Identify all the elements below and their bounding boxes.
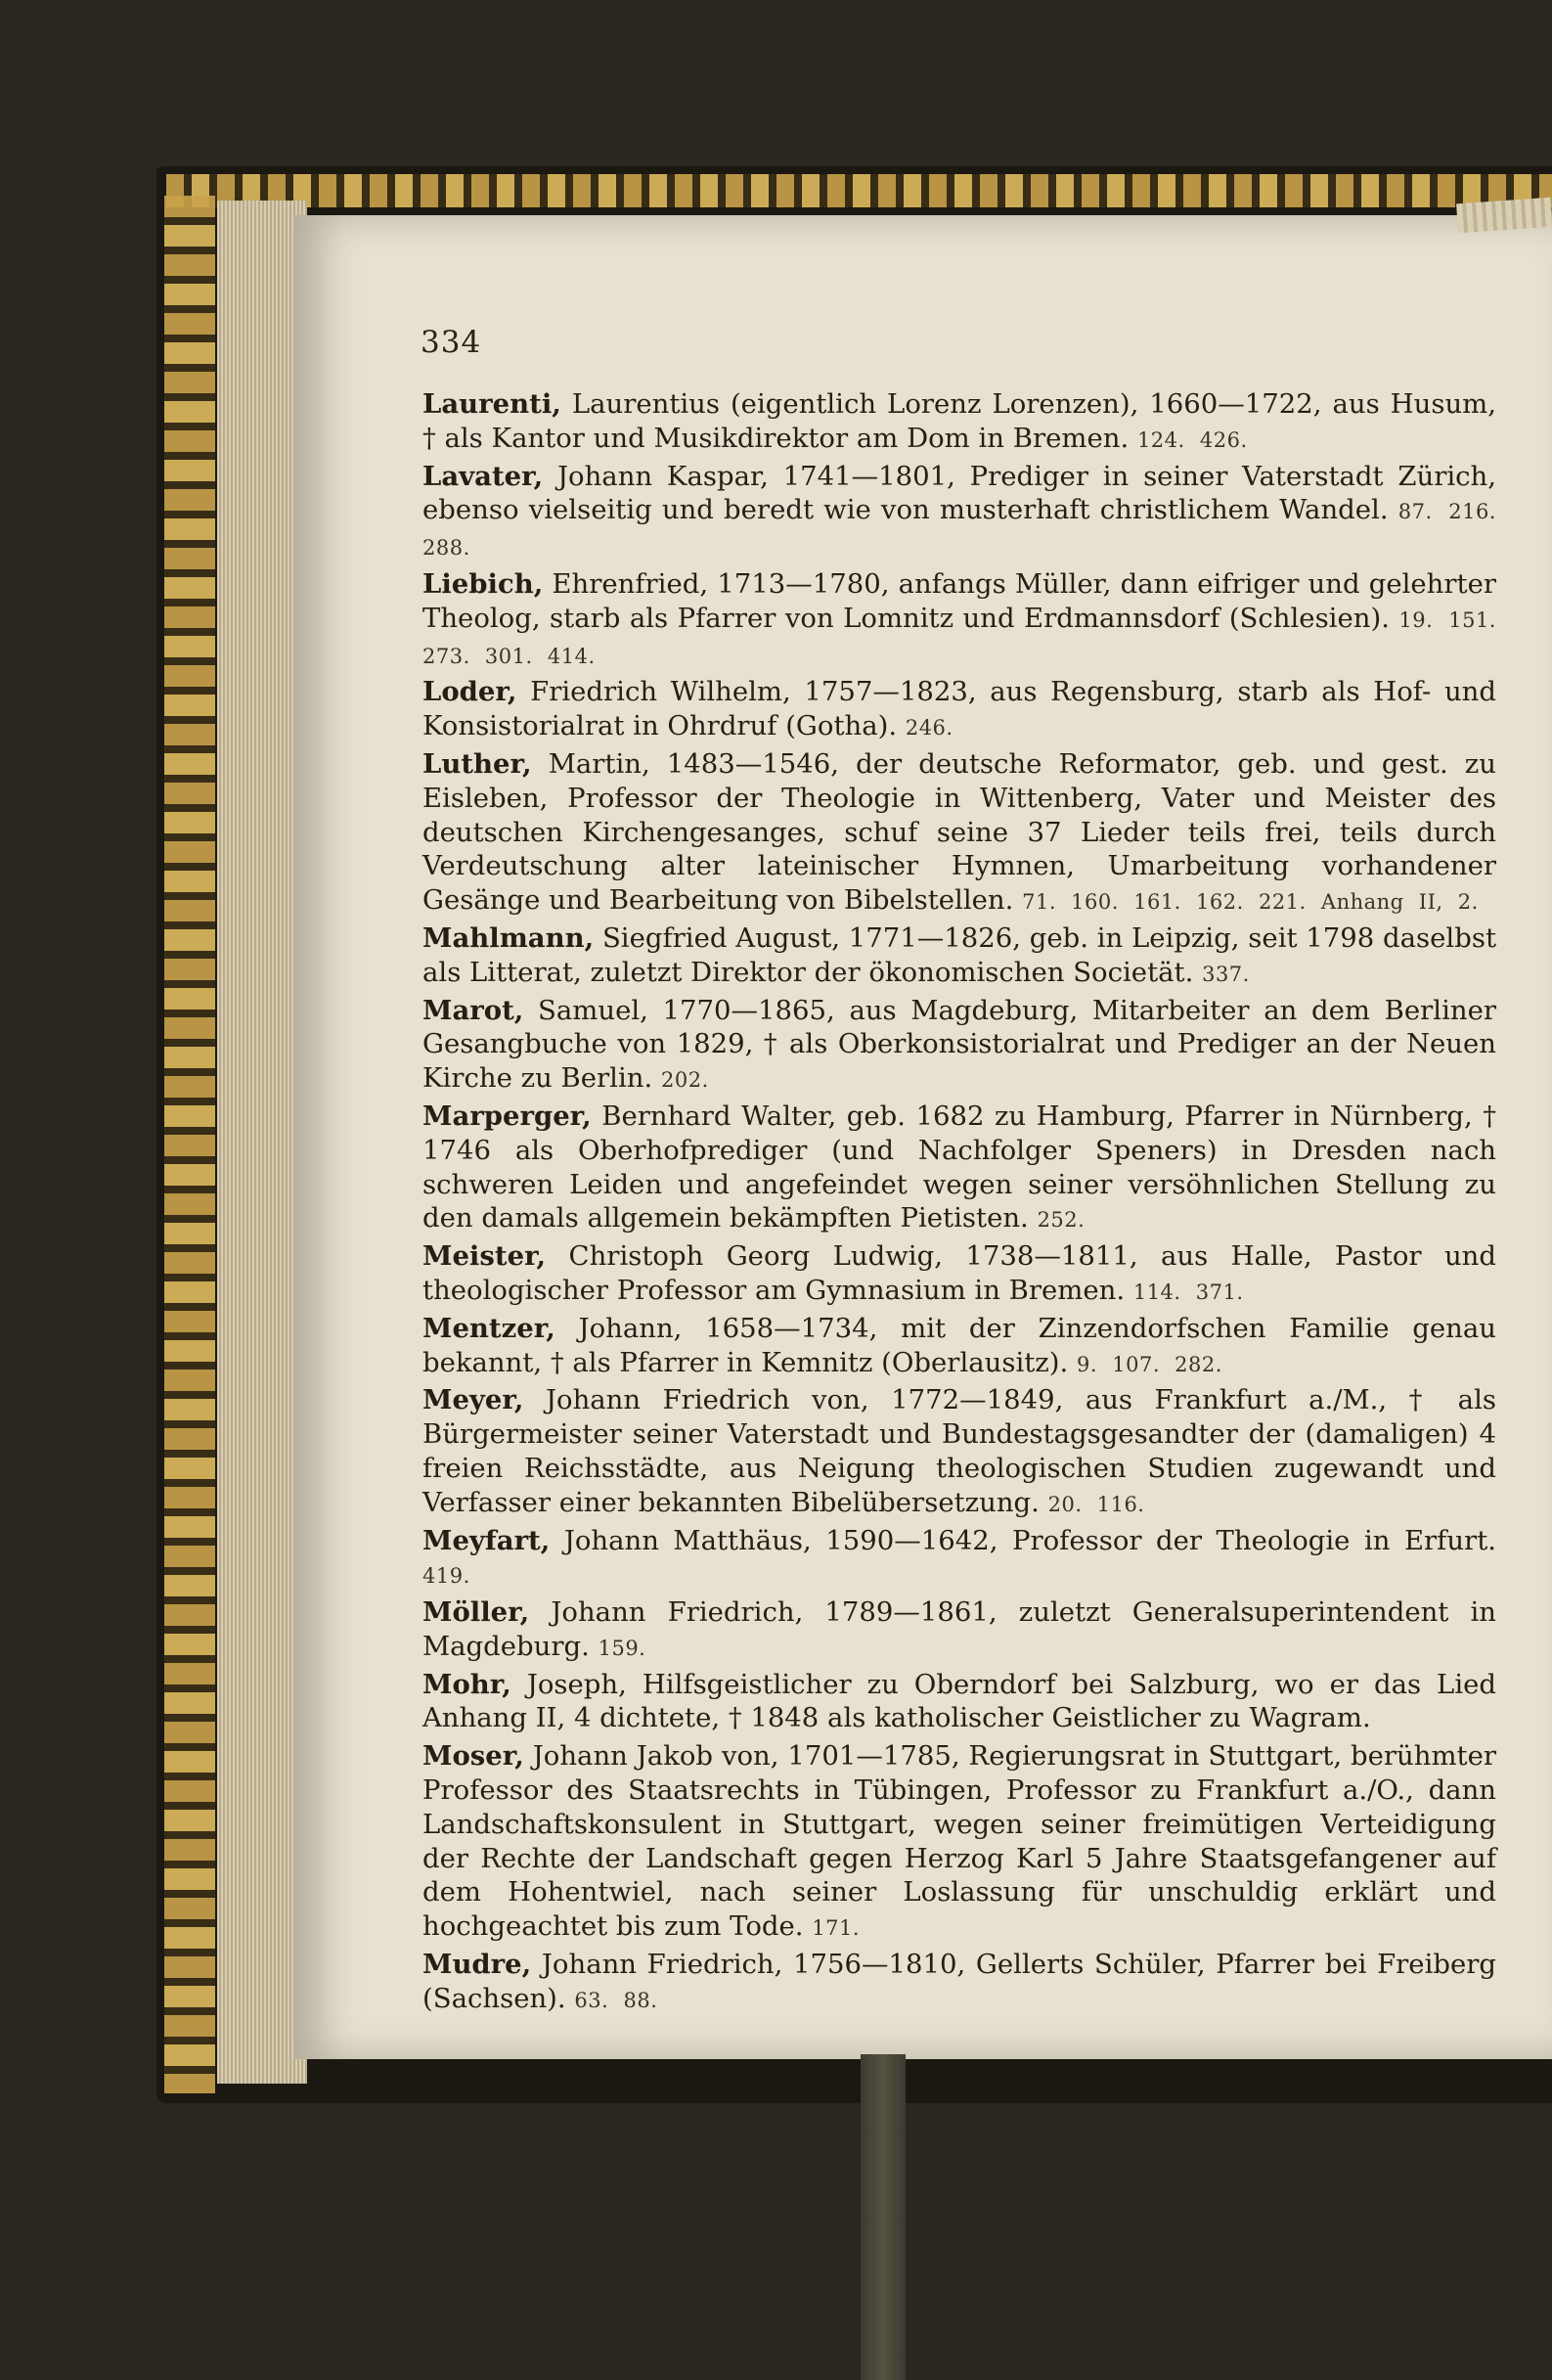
entry (422, 387, 1496, 458)
entry-refs: 71. 160. 161. 162. 221. Anhang II, 2. (1022, 890, 1479, 915)
entry-text: Johann, 1658—1734, mit der Zinzendorfschen Familie genau bekannt, † als Pfarrer in Kemnitz (Oberlausitz). (422, 1312, 1496, 1378)
entry-refs: 246. (905, 716, 953, 741)
entry-text: Laurentius (eigentlich Lorenz Lorenzen), 1660—1722, aus Husum, † als Kantor und Musikdirektor am Dom in Bremen. (422, 388, 1496, 454)
entry-refs: 159. (598, 1636, 646, 1660)
entry-name: Loder, (422, 676, 517, 708)
entry-refs: 114. 371. (1132, 1280, 1244, 1304)
entry-text: Johann Matthäus, 1590—1642, Professor der Theologie in Erfurt. (550, 1524, 1496, 1556)
entry-refs: 124. 426. (1136, 427, 1248, 452)
entry-refs: 171. (812, 1916, 861, 1941)
entry-text: Martin, 1483—1546, der deutsche Reformator, geb. und gest. zu Eisleben, Professor der Theologie in Wittenberg, Vater und Meister des deutschen Kirchengesanges, schuf seine 37 Lieder teils frei, teils durch Verdeutschung alter lateinischer Hymnen, Umarbeitung vorhandener Gesänge und Bearbeitung von Bibelstellen. (422, 747, 1496, 917)
entry-name: Moser, (422, 1740, 524, 1773)
entry-text: Bernhard Walter, geb. 1682 zu Hamburg, Pfarrer in Nürnberg, † 1746 als Oberhofprediger (und Nachfolger Speners) in Dresden nach schweren Leiden und angefeindet wegen seiner versöhnlichen Stellung zu den damals allgemein bekämpften Pietisten. (422, 1100, 1496, 1235)
gilt-border-top (166, 174, 1552, 207)
entry (422, 675, 1496, 745)
entry-text: Christoph Georg Ludwig, 1738—1811, aus Halle, Pastor und theologischer Professor am Gymnasium in Bremen. (422, 1240, 1496, 1306)
entry-refs: 19. 151. 273. 301. 414. (422, 607, 1496, 668)
entry (422, 1312, 1496, 1382)
entry-list (422, 387, 1496, 2018)
entry-refs: 202. (660, 1068, 709, 1093)
entry (422, 460, 1496, 565)
entry-text: Ehrenfried, 1713—1780, anfangs Müller, dann eifriger und gelehrter Theolog, starb als Pfarrer von Lomnitz und Erdmannsdorf (Schlesien). (422, 567, 1496, 634)
entry-text: Johann Friedrich von, 1772—1849, aus Frankfurt a./M., † als Bürgermeister seiner Vaterstadt und Bundestagsgesandter der (damaligen) 4 freien Reichsstädte, aus Neigung theologischen Studien zugewandt und Verfasser einer bekannten Bibelübersetzung. (422, 1384, 1496, 1518)
entry-name: Mahlmann, (422, 921, 595, 954)
entry (422, 1100, 1496, 1237)
entry-name: Marot, (422, 994, 524, 1026)
entry (422, 921, 1496, 992)
entry-name: Mudre, (422, 1949, 532, 1981)
entry-name: Meister, (422, 1240, 547, 1273)
entry-refs: 252. (1037, 1208, 1086, 1233)
entry-name: Meyfart, (422, 1524, 551, 1556)
entry (422, 1383, 1496, 1521)
entry-text: Friedrich Wilhelm, 1757—1823, aus Regensburg, starb als Hof- und Konsistorialrat in Ohrdruf (Gotha). (422, 676, 1496, 742)
entry-name: Marperger, (422, 1100, 592, 1132)
entry-name: Mohr, (422, 1668, 511, 1700)
entry-refs: 87. 216. 288. (422, 500, 1496, 561)
gilt-border-left (164, 196, 215, 2093)
entry (422, 1239, 1496, 1310)
entry-text: Joseph, Hilfsgeistlicher zu Oberndorf bei Salzburg, wo er das Lied Anhang II, 4 dichtete, † 1848 als katholischer Geistlicher zu Wagram. (422, 1668, 1496, 1734)
bookmark-ribbon (861, 2054, 906, 2380)
entry-refs: 63. 88. (574, 1988, 658, 2012)
entry (422, 567, 1496, 673)
entry-refs: 20. 116. (1047, 1492, 1145, 1516)
entry-name: Möller, (422, 1596, 530, 1629)
entry-text: Johann Kaspar, 1741—1801, Prediger in seiner Vaterstadt Zürich, ebenso vielseitig und beredt wie von musterhaft christlichem Wandel. (422, 460, 1496, 526)
entry-text: Samuel, 1770—1865, aus Magdeburg, Mitarbeiter an dem Berliner Gesangbuche von 1829, † als Oberkonsistorialrat und Prediger an der Neuen Kirche zu Berlin. (422, 994, 1496, 1095)
entry-text: Siegfried August, 1771—1826, geb. in Leipzig, seit 1798 daselbst als Litterat, zuletzt Direktor der ökonomischen Societät. (422, 921, 1496, 988)
entry (422, 1739, 1496, 1946)
entry-name: Laurenti, (422, 388, 561, 420)
entry-name: Luther, (422, 747, 532, 780)
entry (422, 1524, 1496, 1594)
entry-name: Lavater, (422, 460, 544, 492)
entry-text: Johann Friedrich, 1756—1810, Gellerts Schüler, Pfarrer bei Freiberg (Sachsen). (422, 1949, 1496, 2014)
entry (422, 747, 1496, 920)
entry-name: Liebich, (422, 567, 544, 600)
entry-text: Johann Friedrich, 1789—1861, zuletzt Generalsuperintendent in Magdeburg. (422, 1596, 1496, 1662)
entry-refs: 337. (1202, 962, 1250, 986)
entry (422, 1948, 1496, 2018)
entry (422, 1668, 1496, 1738)
entry-text: Johann Jakob von, 1701—1785, Regierungsrat in Stuttgart, berühmter Professor des Staatsrechts in Tübingen, Professor zu Frankfurt a./O., dann Landschaftskonsulent in Stuttgart, wegen seiner freimütigen Verteidigung der Rechte der Landschaft gegen Herzog Karl 5 Jahre Staatsgefangener auf dem Hohentwiel, nach seiner Loslassung für unschuldig erklärt und hochgeachtet bis zum Tode. (422, 1740, 1496, 1943)
entry (422, 1595, 1496, 1666)
page-number: 334 (421, 325, 482, 360)
entry-name: Mentzer, (422, 1312, 555, 1344)
entry-refs: 419. (422, 1564, 470, 1589)
entry-refs: 9. 107. 282. (1077, 1352, 1222, 1376)
entry (422, 994, 1496, 1098)
entry-name: Meyer, (422, 1384, 524, 1416)
